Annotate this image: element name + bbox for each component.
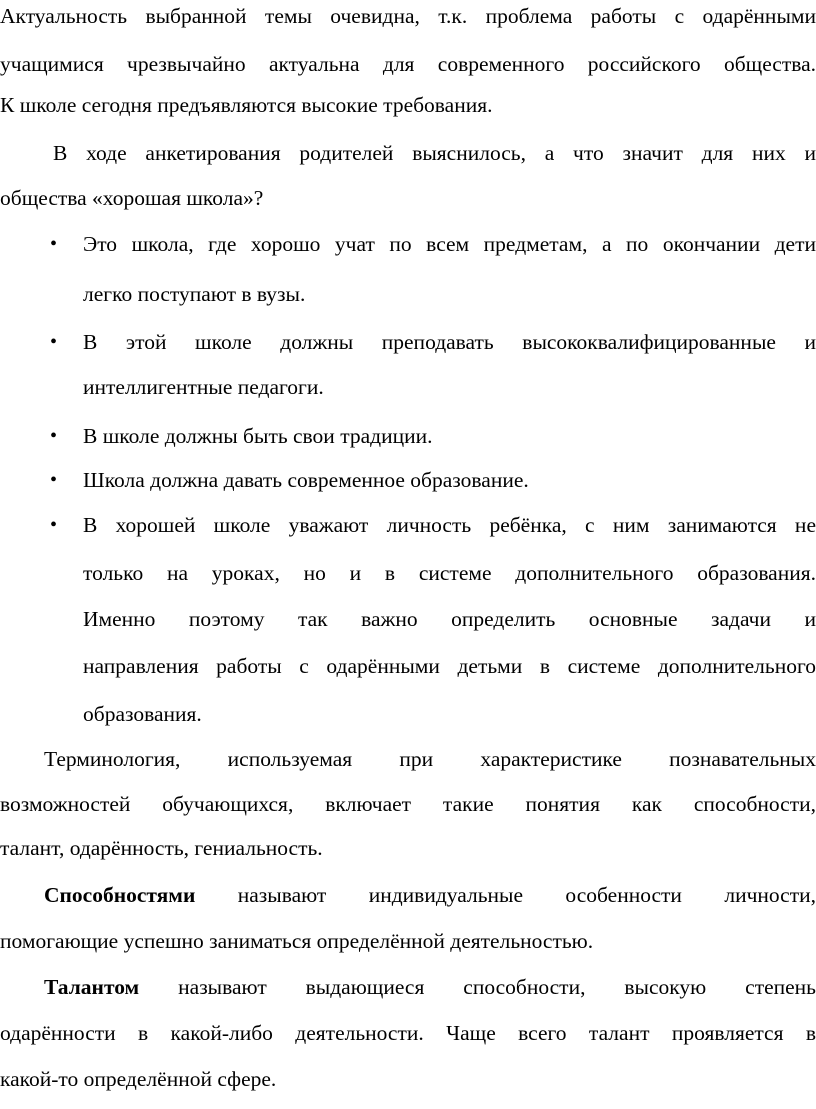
bullet-5-line-3: Именно поэтому так важно определить основные задачи и [83, 607, 816, 631]
bullet-marker: • [50, 331, 58, 353]
paragraph-1-line-3: К школе сегодня предъявляются высокие требования. [0, 93, 493, 117]
paragraph-1-line-2: учащимися чрезвычайно актуальна для современного российского общества. [0, 52, 816, 76]
bullet-marker: • [50, 514, 58, 536]
bullet-3-line-1: В школе должны быть свои традиции. [83, 424, 433, 448]
term-talent: Талантом [44, 975, 140, 999]
bullet-5-line-2: только на уроках, но и в системе дополнительного образования. [83, 561, 816, 585]
bullet-4-line-1: Школа должна давать современное образование. [83, 468, 529, 492]
paragraph-4-line-2: помогающие успешно заниматься определённой деятельностью. [0, 929, 594, 953]
bullet-1-line-1: Это школа, где хорошо учат по всем предметам, а по окончании дети [83, 232, 816, 256]
bullet-marker: • [50, 425, 58, 447]
paragraph-3-line-3: талант, одарённость, гениальность. [0, 836, 323, 860]
paragraph-4-line-1-rest: называют индивидуальные особенности личности, [195, 883, 816, 907]
paragraph-2-line-1: В ходе анкетирования родителей выяснилось, а что значит для них и [53, 141, 816, 165]
paragraph-4-line-1 [44, 883, 816, 907]
paragraph-3-line-1: Терминология, используемая при характеристике познавательных [44, 747, 816, 771]
bullet-5-line-1: В хорошей школе уважают личность ребёнка, с ним занимаются не [83, 513, 816, 537]
bullet-1-line-2: легко поступают в вузы. [83, 282, 306, 306]
paragraph-5-line-3: какой-то определённой сфере. [0, 1067, 277, 1091]
bullet-marker: • [50, 469, 58, 491]
bullet-2-line-2: интеллигентные педагоги. [83, 375, 324, 399]
paragraph-5-line-2: одарённости в какой-либо деятельности. Чаще всего талант проявляется в [0, 1021, 816, 1045]
paragraph-2-line-2: общества «хорошая школа»? [0, 186, 264, 210]
paragraph-1-line-1: Актуальность выбранной темы очевидна, т.к. проблема работы с одарёнными [0, 4, 816, 28]
paragraph-5-line-1 [44, 975, 816, 999]
paragraph-5-line-1-rest: называют выдающиеся способности, высокую степень [139, 975, 816, 999]
bullet-2-line-1: В этой школе должны преподавать высококвалифицированные и [83, 330, 816, 354]
bullet-5-line-5: образования. [83, 702, 202, 726]
bullet-5-line-4: направления работы с одарёнными детьми в системе дополнительного [83, 654, 816, 678]
bullet-marker: • [50, 233, 58, 255]
term-abilities: Способностями [44, 883, 196, 907]
paragraph-3-line-2: возможностей обучающихся, включает такие понятия как способности, [0, 792, 816, 816]
